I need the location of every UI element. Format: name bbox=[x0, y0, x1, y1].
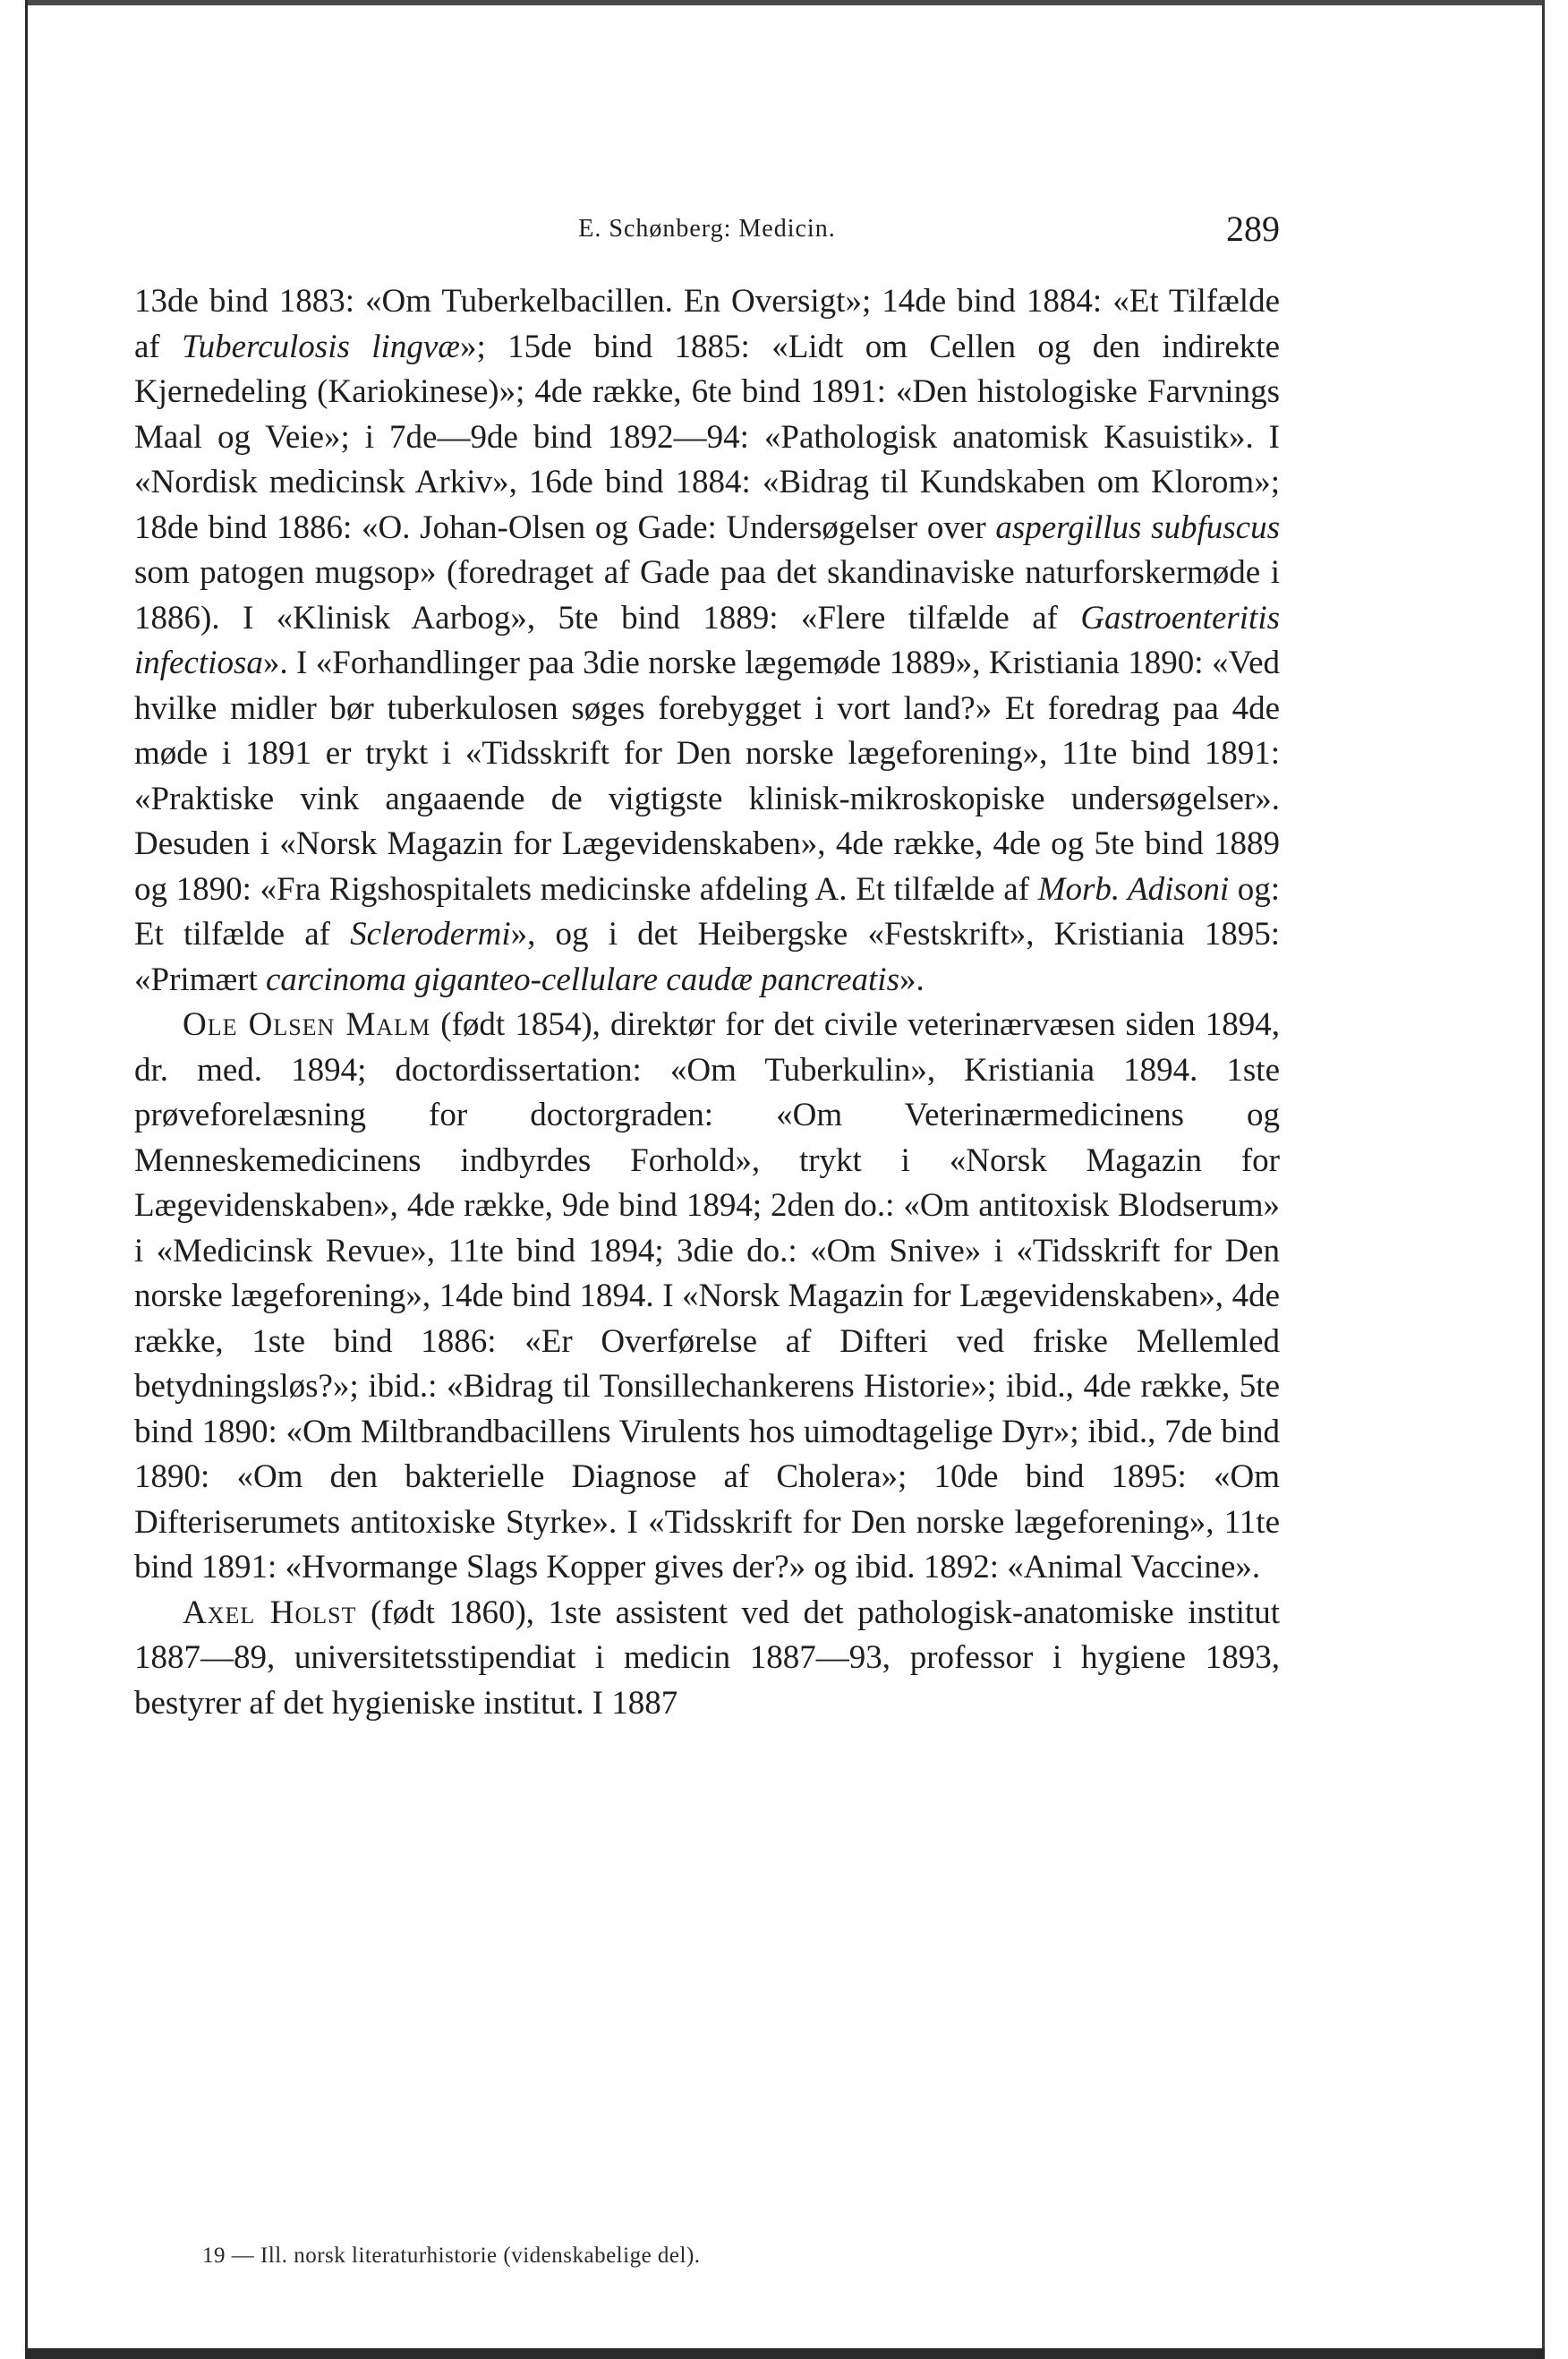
person-name: Ole Olsen Malm bbox=[183, 1006, 431, 1043]
italic-species-name: aspergillus subfuscus bbox=[995, 509, 1281, 546]
body-text bbox=[134, 279, 1280, 1726]
person-name: Axel Holst bbox=[183, 1594, 357, 1631]
running-head bbox=[134, 208, 1280, 261]
text-segment: », og i det Heibergske «Festskrift», Kristiania 1895: «Primært bbox=[134, 916, 1280, 998]
paragraph-ole-olsen-malm bbox=[134, 1003, 1280, 1591]
paragraph-schonberg-bibliography bbox=[134, 279, 1280, 1003]
italic-diagnosis: carcinoma giganteo-cellulare caudæ pancreatis bbox=[266, 961, 899, 998]
text-segment: »; 15de bind 1885: «Lidt om Cellen og den indirekte Kjernedeling (Kariokinese)»; 4de række, 6te bind 1891: «Den histologiske Farvnings Maal og Veie»; i 7de—9de bind 1892—94: «Pathologisk anatomisk Kasuistik». I «Nordisk medicinsk Arkiv», 16de bind 1884: «Bidrag til Kundskaben om Klorom»; 18de bind 1886: «O. Johan-Olsen og Gade: Undersøgelser over bbox=[134, 328, 1280, 546]
text-segment: ». I «Forhandlinger paa 3die norske lægemøde 1889», Kristiania 1890: «Ved hvilke midler bør tuberkulosen søges forebygget i vort land?» Et foredrag paa 4de møde i 1891 er trykt i «Tidsskrift for Den norske lægeforening», 11te bind 1891: «Praktiske vink angaaende de vigtigste klinisk-mikroskopiske undersøgelser». Desuden i «Norsk Magazin for Lægevidenskaben», 4de række, 4de og 5te bind 1889 og 1890: «Fra Rigshospitalets medicinske afdeling A. Et tilfælde af bbox=[134, 645, 1280, 908]
text-segment: 13de bind 1883: «Om Tuberkelbacillen. En Oversigt»; 14de bind 1884: «Et Tilfælde af bbox=[134, 283, 1280, 365]
italic-diagnosis: Sclerodermi bbox=[350, 916, 511, 953]
page-number: 289 bbox=[1226, 209, 1280, 249]
signature-footnote: 19 — Ill. norsk literaturhistorie (videnskabelige del). bbox=[202, 2244, 701, 2268]
text-segment: (født 1860), 1ste assistent ved det pathologisk-anatomiske institut 1887—89, universitetsstipendiat i medicin 1887—93, professor i hygiene 1893, bestyrer af det hygieniske institut. I 1887 bbox=[134, 1594, 1280, 1722]
page-frame-bottom-edge bbox=[25, 2348, 1545, 2359]
text-segment: (født 1854), direktør for det civile veterinærvæsen siden 1894, dr. med. 1894; doctordissertation: «Om Tuberkulin», Kristiania 1894. 1ste prøveforelæsning for doctorgraden: «Om Veterinærmedicinens og Menneskemedicinens indbyrdes Forhold», trykt i «Norsk Magazin for Lægevidenskaben», 4de række, 9de bind 1894; 2den do.: «Om antitoxisk Blodserum» i «Medicinsk Revue», 11te bind 1894; 3die do.: «Om Snive» i «Tidsskrift for Den norske lægeforening», 14de bind 1894. I «Norsk Magazin for Lægevidenskaben», 4de række, 1ste bind 1886: «Er Overførelse af Difteri ved friske Mellemled betydningsløs?»; ibid.: «Bidrag til Tonsillechankerens Historie»; ibid., 4de række, 5te bind 1890: «Om Miltbrandbacillens Virulents hos uimodtagelige Dyr»; ibid., 7de bind 1890: «Om den bakterielle Diagnose af Cholera»; 10de bind 1895: «Om Difteriserumets antitoxiske Styrke». I «Tidsskrift for Den norske lægeforening», 11te bind 1891: «Hvormange Slags Kopper gives der?» og ibid. 1892: «Animal Vaccine». bbox=[134, 1006, 1280, 1585]
italic-title: Tuberculosis lingvæ bbox=[182, 328, 460, 365]
italic-diagnosis: Morb. Adisoni bbox=[1037, 870, 1230, 908]
text-segment: ». bbox=[899, 961, 925, 998]
text-segment: og: Et tilfælde af bbox=[134, 870, 1281, 953]
text-segment: som patogen mugsop» (foredraget af Gade paa det skandinaviske naturforskermøde i 1886). I «Klinisk Aarbog», 5te bind 1889: «Flere tilfælde af bbox=[134, 554, 1280, 637]
italic-diagnosis: Gastroenteritis infectiosa bbox=[134, 599, 1280, 681]
paragraph-axel-holst bbox=[134, 1591, 1280, 1727]
running-title: E. Schønberg: Medicin. bbox=[578, 215, 836, 243]
